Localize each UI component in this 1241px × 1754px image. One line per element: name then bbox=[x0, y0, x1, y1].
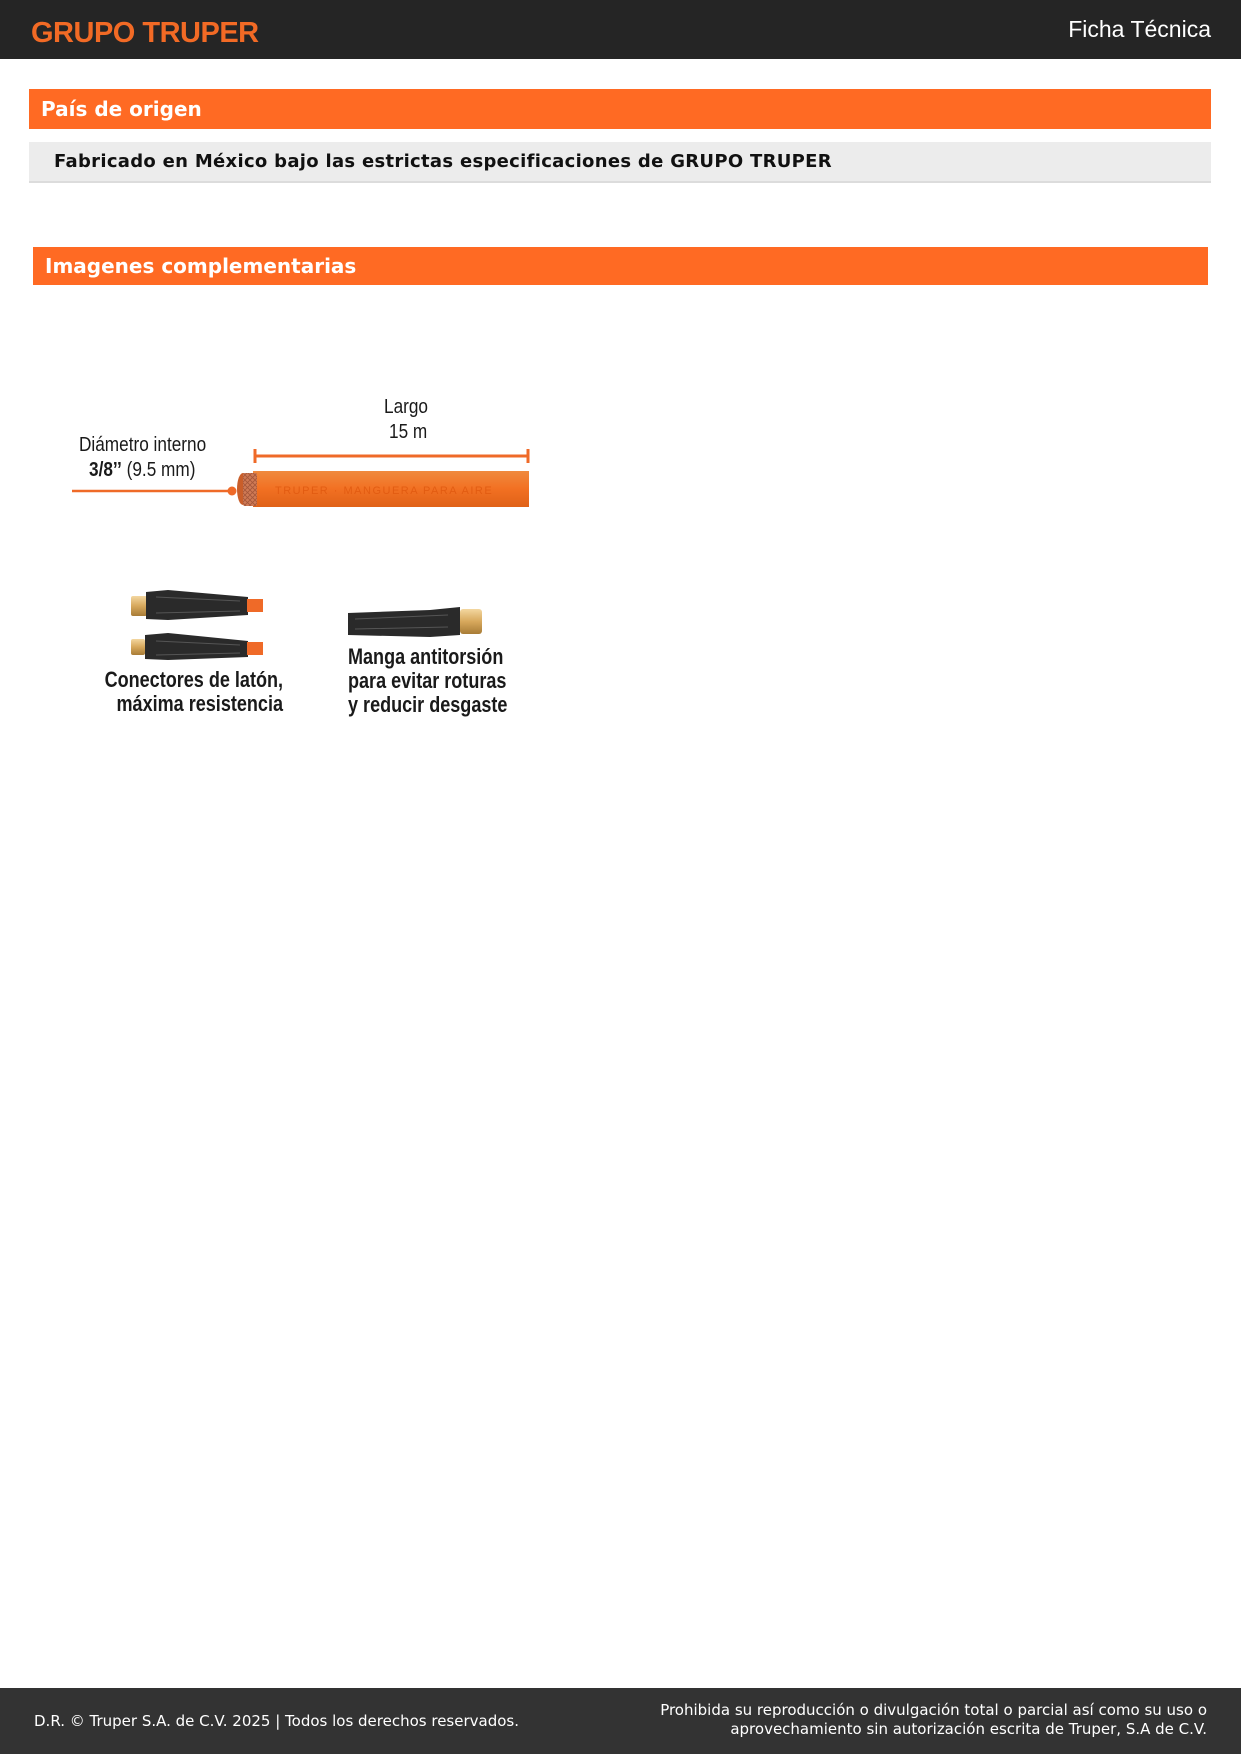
legal-notice-line: aprovechamiento sin autorización escrita de Truper, S.A de C.V. bbox=[730, 1720, 1207, 1738]
connectors-caption bbox=[67, 668, 283, 716]
images-section-title: Imagenes complementarias bbox=[33, 247, 1208, 285]
copyright-text: D.R. © Truper S.A. de C.V. 2025 | Todos los derechos reservados. bbox=[34, 1712, 519, 1730]
length-dimension-line bbox=[255, 449, 528, 463]
legal-notice-line: Prohibida su reproducción o divulgación total o parcial así como su uso o bbox=[660, 1701, 1207, 1719]
connectors-caption-line: Conectores de latón, bbox=[104, 667, 283, 692]
hose-illustration bbox=[237, 471, 529, 507]
sleeve-caption-line: Manga antitorsión bbox=[348, 644, 504, 669]
page-footer bbox=[0, 1688, 1241, 1754]
sleeve-caption-line: para evitar roturas bbox=[348, 668, 507, 693]
length-value: 15 m bbox=[389, 421, 428, 443]
page-header bbox=[0, 0, 1241, 59]
length-label: Largo bbox=[384, 396, 428, 418]
grupo-truper-logo: GRUPO TRUPER bbox=[31, 17, 259, 49]
brass-connectors-photo bbox=[131, 590, 263, 660]
document-title: Ficha Técnica bbox=[1068, 16, 1211, 42]
connectors-caption-line: máxima resistencia bbox=[116, 691, 283, 716]
diameter-metric: (9.5 mm) bbox=[126, 459, 196, 481]
anti-kink-sleeve-photo bbox=[348, 607, 482, 637]
sleeve-caption-line: y reducir desgaste bbox=[348, 692, 508, 717]
origin-text: Fabricado en México bajo las estrictas especificaciones de GRUPO TRUPER bbox=[29, 142, 1211, 183]
origin-section-title: País de origen bbox=[29, 89, 1211, 129]
diameter-pointer bbox=[72, 487, 237, 496]
sleeve-caption bbox=[348, 645, 507, 717]
hose-print: TRUPER · MANGUERA PARA AIRE bbox=[275, 485, 494, 497]
product-feature-figure bbox=[60, 385, 550, 725]
diameter-label: Diámetro interno bbox=[79, 434, 207, 456]
legal-notice bbox=[660, 1701, 1207, 1739]
diameter-value: 3/8’’ bbox=[89, 459, 122, 481]
